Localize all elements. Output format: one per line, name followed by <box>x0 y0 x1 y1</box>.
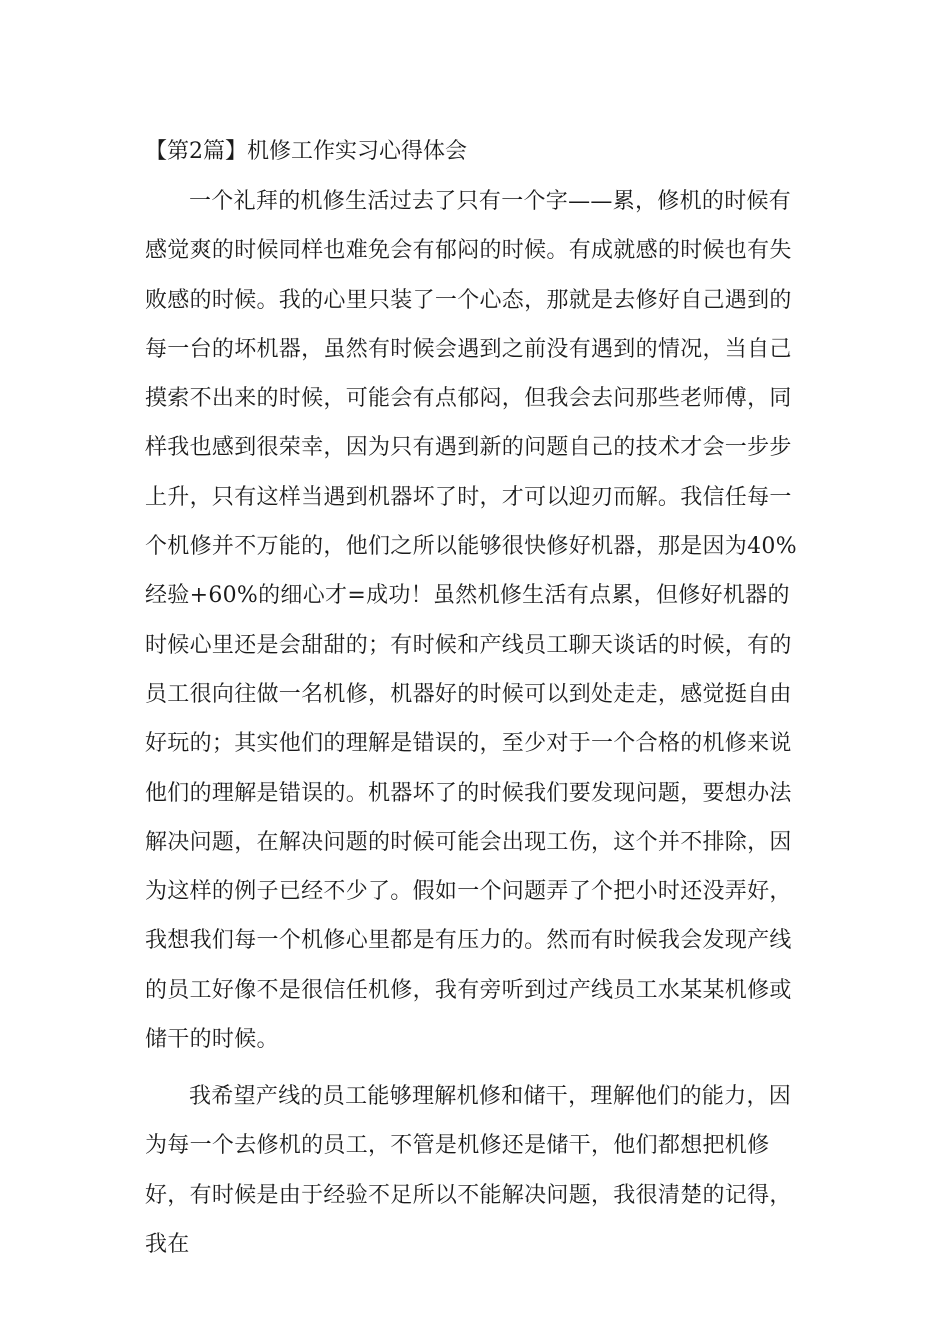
paragraph-1: 一个礼拜的机修生活过去了只有一个字——累，修机的时候有感觉爽的时候同样也难免会有郁闷的时候。有成就感的时候也有失败感的时候。我的心里只装了一个心态，那就是去修好自己遇到的每一台的坏机器，虽然有时候会遇到之前没有遇到的情况，当自己摸索不出来的时候，可能会有点郁闷，但我会去问那些老师傅，同样我也感到很荣幸，因为只有遇到新的问题自己的技术才会一步步上升，只有这样当遇到机器坏了时，才可以迎刃而解。我信任每一个机修并不万能的，他们之所以能够很快修好机器，那是因为40%经验+60%的细心才=成功！虽然机修生活有点累，但修好机器的时候心里还是会甜甜的；有时候和产线员工聊天谈话的时候，有的员工很向往做一名机修，机器好的时候可以到处走走，感觉挺自由好玩的；其实他们的理解是错误的，至少对于一个合格的机修来说他们的理解是错误的。机器坏了的时候我们要发现问题，要想办法解决问题，在解决问题的时候可能会出现工伤，这个并不排除，因为这样的例子已经不少了。假如一个问题弄了个把小时还没弄好，我想我们每一个机修心里都是有压力的。然而有时候我会发现产线的员工好像不是很信任机修，我有旁听到过产线员工水某某机修或储干的时候。 <box>145 189 797 1053</box>
document-title: 【第2篇】机修工作实习心得体会 <box>145 139 467 164</box>
paragraph-2: 我希望产线的员工能够理解机修和储干，理解他们的能力，因为每一个去修机的员工，不管是机修还是储干，他们都想把机修好，有时候是由于经验不足所以不能解决问题，我很清楚的记得，我在 <box>145 1084 792 1257</box>
